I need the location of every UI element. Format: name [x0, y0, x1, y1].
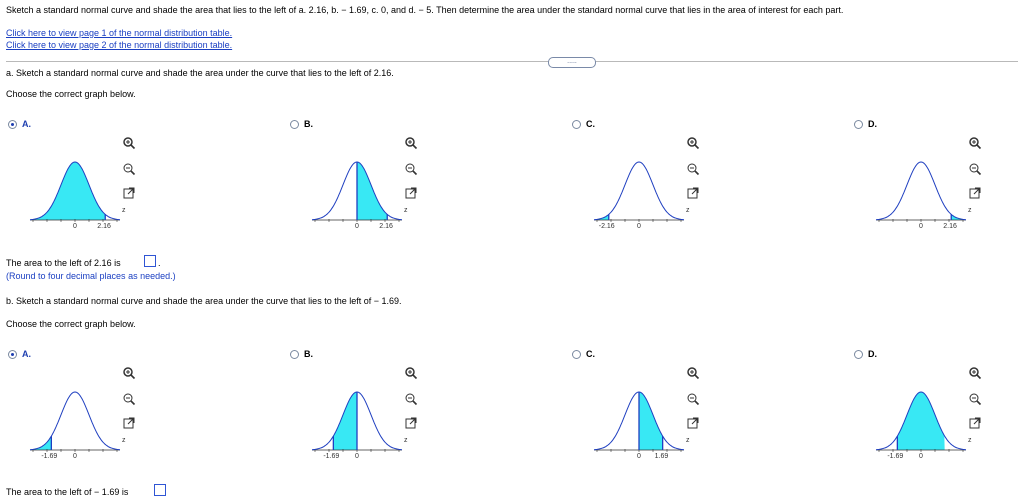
part-a-option-1-normal-curve: [30, 150, 126, 230]
part-b-option-4-normal-curve: [876, 380, 972, 460]
tick-label: 0: [73, 223, 77, 230]
tick-label: 0: [637, 453, 641, 460]
divider: [6, 61, 1018, 62]
tick-label: 0: [355, 223, 359, 230]
question-intro: Sketch a standard normal curve and shade the area that lies to the left of a. 2.16, b. − 1.69, c. 0, and d. − 5. Then determine the area under the standard normal curve that lies in the area of interest for each part.: [6, 5, 844, 15]
zoom-out-icon[interactable]: [122, 392, 136, 406]
popout-icon[interactable]: [686, 416, 700, 430]
popout-icon[interactable]: [404, 416, 418, 430]
axis-label-z: z: [404, 207, 408, 214]
table-page1-link[interactable]: Click here to view page 1 of the normal distribution table.: [6, 28, 233, 38]
shaded-area: [639, 392, 663, 450]
part-b-area-text: The area to the left of − 1.69 is: [6, 487, 129, 497]
axis-label-z: z: [122, 437, 126, 444]
zoom-in-icon[interactable]: [404, 366, 418, 380]
expand-button[interactable]: .....: [548, 57, 596, 68]
part-a-answer-input[interactable]: [144, 255, 156, 267]
part-b-option-2-normal-curve: [312, 380, 408, 460]
part-a-option-1-label[interactable]: A.: [22, 119, 31, 129]
answer-period: .: [158, 258, 161, 268]
part-a-choose: Choose the correct graph below.: [6, 89, 136, 99]
axis-label-z: z: [968, 437, 972, 444]
shaded-area: [357, 162, 387, 220]
zoom-in-icon[interactable]: [122, 366, 136, 380]
axis-label-z: z: [686, 207, 690, 214]
part-b-option-2-label[interactable]: B.: [304, 349, 313, 359]
tick-label: -1.69: [323, 453, 340, 460]
part-b-choose: Choose the correct graph below.: [6, 319, 136, 329]
part-a-prompt: a. Sketch a standard normal curve and shade the area under the curve that lies to the left of 2.16.: [6, 68, 394, 78]
zoom-out-icon[interactable]: [404, 392, 418, 406]
popout-icon[interactable]: [968, 416, 982, 430]
tick-label: 0: [919, 223, 923, 230]
zoom-in-icon[interactable]: [122, 136, 136, 150]
zoom-in-icon[interactable]: [404, 136, 418, 150]
tick-label: 2.16: [379, 223, 393, 230]
part-b-option-4-radio[interactable]: [854, 350, 863, 359]
part-a-option-4-radio[interactable]: [854, 120, 863, 129]
zoom-out-icon[interactable]: [968, 162, 982, 176]
zoom-out-icon[interactable]: [404, 162, 418, 176]
popout-icon[interactable]: [122, 416, 136, 430]
popout-icon[interactable]: [122, 186, 136, 200]
part-a-option-2-normal-curve: [312, 150, 408, 230]
tick-label: 0: [355, 453, 359, 460]
tick-label: -1.69: [887, 453, 904, 460]
curve-line: [594, 162, 684, 220]
shaded-area: [30, 436, 51, 450]
tick-label: 2.16: [943, 223, 957, 230]
part-b-option-3-radio[interactable]: [572, 350, 581, 359]
table-page2-link[interactable]: Click here to view page 2 of the normal distribution table.: [6, 40, 233, 50]
part-a-round-note: (Round to four decimal places as needed.): [6, 271, 176, 281]
tick-label: 0: [73, 453, 77, 460]
curve-line: [30, 392, 120, 450]
part-a-option-3-label[interactable]: C.: [586, 119, 595, 129]
part-b-option-3-label[interactable]: C.: [586, 349, 595, 359]
tick-label: 2.16: [97, 223, 111, 230]
tick-label: -1.69: [41, 453, 58, 460]
zoom-in-icon[interactable]: [968, 366, 982, 380]
tick-label: -2.16: [598, 223, 615, 230]
zoom-in-icon[interactable]: [686, 136, 700, 150]
part-b-option-2-radio[interactable]: [290, 350, 299, 359]
part-a-option-4-label[interactable]: D.: [868, 119, 877, 129]
tick-label: 0: [919, 453, 923, 460]
shaded-area: [333, 392, 357, 450]
part-b-option-1-normal-curve: [30, 380, 126, 460]
part-a-option-3-radio[interactable]: [572, 120, 581, 129]
zoom-out-icon[interactable]: [968, 392, 982, 406]
tick-label: 0: [637, 223, 641, 230]
axis-label-z: z: [404, 437, 408, 444]
part-a-option-4-normal-curve: [876, 150, 972, 230]
part-b-option-3-normal-curve: [594, 380, 690, 460]
part-a-option-2-label[interactable]: B.: [304, 119, 313, 129]
part-b-option-1-radio[interactable]: [8, 350, 17, 359]
axis-label-z: z: [968, 207, 972, 214]
shaded-area: [30, 162, 105, 220]
zoom-in-icon[interactable]: [686, 366, 700, 380]
tick-label: 1.69: [654, 453, 669, 460]
part-b-prompt: b. Sketch a standard normal curve and shade the area under the curve that lies to the left of − 1.69.: [6, 296, 402, 306]
popout-icon[interactable]: [404, 186, 418, 200]
part-a-option-2-radio[interactable]: [290, 120, 299, 129]
part-b-option-4-label[interactable]: D.: [868, 349, 877, 359]
part-b-option-1-label[interactable]: A.: [22, 349, 31, 359]
zoom-in-icon[interactable]: [968, 136, 982, 150]
popout-icon[interactable]: [686, 186, 700, 200]
zoom-out-icon[interactable]: [122, 162, 136, 176]
zoom-out-icon[interactable]: [686, 162, 700, 176]
zoom-out-icon[interactable]: [686, 392, 700, 406]
popout-icon[interactable]: [968, 186, 982, 200]
curve-line: [876, 162, 966, 220]
part-a-option-3-normal-curve: [594, 150, 690, 230]
part-a-option-1-radio[interactable]: [8, 120, 17, 129]
part-a-area-text: The area to the left of 2.16 is: [6, 258, 121, 268]
part-b-answer-input[interactable]: [154, 484, 166, 496]
axis-label-z: z: [686, 437, 690, 444]
axis-label-z: z: [122, 207, 126, 214]
